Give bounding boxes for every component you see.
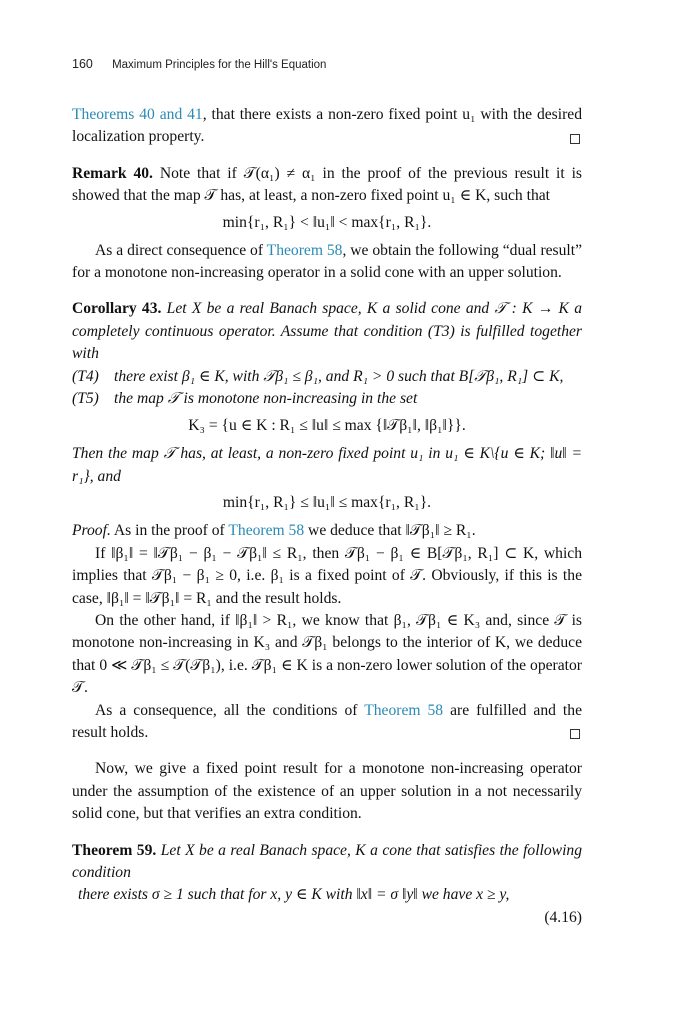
corollary-text: Let X be a real Banach space, K a solid cone and 𝒯 : K → K a completely continuous operator. Assume that condition (T3) is fulfilled together with (72, 300, 583, 363)
consequence-suffix: , we obtain the following “dual result” for a monotone non-increasing operator in a solid cone with an upper solution. (72, 241, 583, 282)
qed-square-icon (570, 729, 580, 739)
condition-t5-label: (T5) (72, 390, 99, 408)
intro-paragraph (72, 104, 582, 149)
proof-p1-suffix: we deduce that ‖𝒯β₁‖ ≥ R₁. (304, 522, 476, 540)
remark-text: Note that if 𝒯(α₁) ≠ α₁ in the proof of the previous result it is showed that the map 𝒯 has, at least, a non-zero fixed point u₁ ∈ K, such that (72, 164, 582, 205)
theorem-58-link[interactable]: Theorem 58 (228, 522, 305, 540)
condition-t4-label: (T4) (72, 367, 99, 385)
corollary-43 (72, 298, 582, 365)
qed-square-icon (570, 134, 580, 144)
page-body (72, 104, 582, 929)
running-header (72, 57, 612, 71)
proof-label: Proof. (72, 522, 111, 540)
theorem-58-link[interactable]: Theorem 58 (266, 241, 343, 259)
theorem-58-link[interactable]: Theorem 58 (364, 701, 444, 719)
proof-paragraph-2: If ‖β₁‖ = ‖𝒯β₁ − β₁ − 𝒯β₁‖ ≤ R₁, then 𝒯β₁ − β₁ ∈ B[𝒯β₁, R₁] ⊂ K, which implies that 𝒯β₁ − β₁ ≥ 0, i.e. β₁ is a fixed point of 𝒯. Obviously, if this is the case, ‖β₁‖ = ‖𝒯β₁‖ = R₁ and the result holds. (72, 544, 582, 607)
remark-equation: min{r₁, R₁} < ‖u₁‖ < max{r₁, R₁}. (222, 213, 432, 231)
corollary-heading: Corollary 43. (72, 300, 162, 318)
condition-t5-text: the map 𝒯 is monotone non-increasing in the set (114, 390, 418, 408)
theorem-text: Let X be a real Banach space, K a cone that satisfies the following condition (72, 841, 583, 881)
corollary-equation: min{r₁, R₁} ≤ ‖u₁‖ ≤ max{r₁, R₁}. (222, 494, 432, 512)
consequence-prefix: As a direct consequence of (95, 241, 267, 259)
proof-paragraph-3: On the other hand, if ‖β₁‖ > R₁, we know that β₁, 𝒯β₁ ∈ K₃ and, since 𝒯 is monotone non-increasing in K₃ and 𝒯β₁ belongs to the interior of K, we deduce that 0 ≪ 𝒯β₁ ≤ 𝒯(𝒯β₁), i.e. 𝒯β₁ ∈ K is a non-zero lower solution of the operator 𝒯. (72, 611, 582, 697)
remark-40 (72, 163, 582, 208)
proof-p4-prefix: As a consequence, all the conditions of (95, 701, 365, 719)
proof-paragraph-1 (72, 520, 582, 542)
theorem-condition (72, 884, 582, 929)
set-k3-equation: K₃ = {u ∈ K : R₁ ≤ ‖u‖ ≤ max {‖𝒯β₁‖, ‖β₁‖}}. (188, 417, 466, 435)
theorem-heading: Theorem 59. (72, 841, 157, 859)
now-paragraph: Now, we give a fixed point result for a monotone non-increasing operator under the assumption of the existence of an upper solution in a not necessarily solid cone, but that verifies an extra condition. (72, 760, 582, 823)
condition-t4 (72, 366, 582, 388)
condition-t5 (72, 388, 582, 410)
theorem-59 (72, 840, 582, 885)
page-number: 160 (72, 57, 93, 71)
proof-p1-prefix: As in the proof of (110, 522, 229, 540)
theorems-40-41-link[interactable]: Theorems 40 and 41 (72, 106, 203, 123)
theorem-condition-text: there exists σ ≥ 1 such that for x, y ∈ K with ‖x‖ = σ ‖y‖ we have x ≥ y, (78, 886, 510, 904)
corollary-conclusion: Then the map 𝒯 has, at least, a non-zero fixed point u₁ in u₁ ∈ K\{u ∈ K; ‖u‖ = r₁}, and (72, 445, 582, 485)
intro-text: , that there exists a non-zero fixed point u₁ with the desired localization property. (72, 106, 582, 146)
condition-t4-text: there exist β₁ ∈ K, with 𝒯β₁ ≤ β₁, and R₁ > 0 such that B[𝒯β₁, R₁] ⊂ K, (114, 367, 564, 385)
proof-paragraph-4 (72, 700, 582, 745)
consequence-paragraph (72, 240, 582, 285)
equation-number: (4.16) (544, 908, 582, 926)
chapter-title: Maximum Principles for the Hill's Equation (112, 59, 327, 71)
proof-p4-suffix: are fulfilled and the result holds. (72, 701, 582, 741)
remark-heading: Remark 40. (72, 164, 153, 182)
